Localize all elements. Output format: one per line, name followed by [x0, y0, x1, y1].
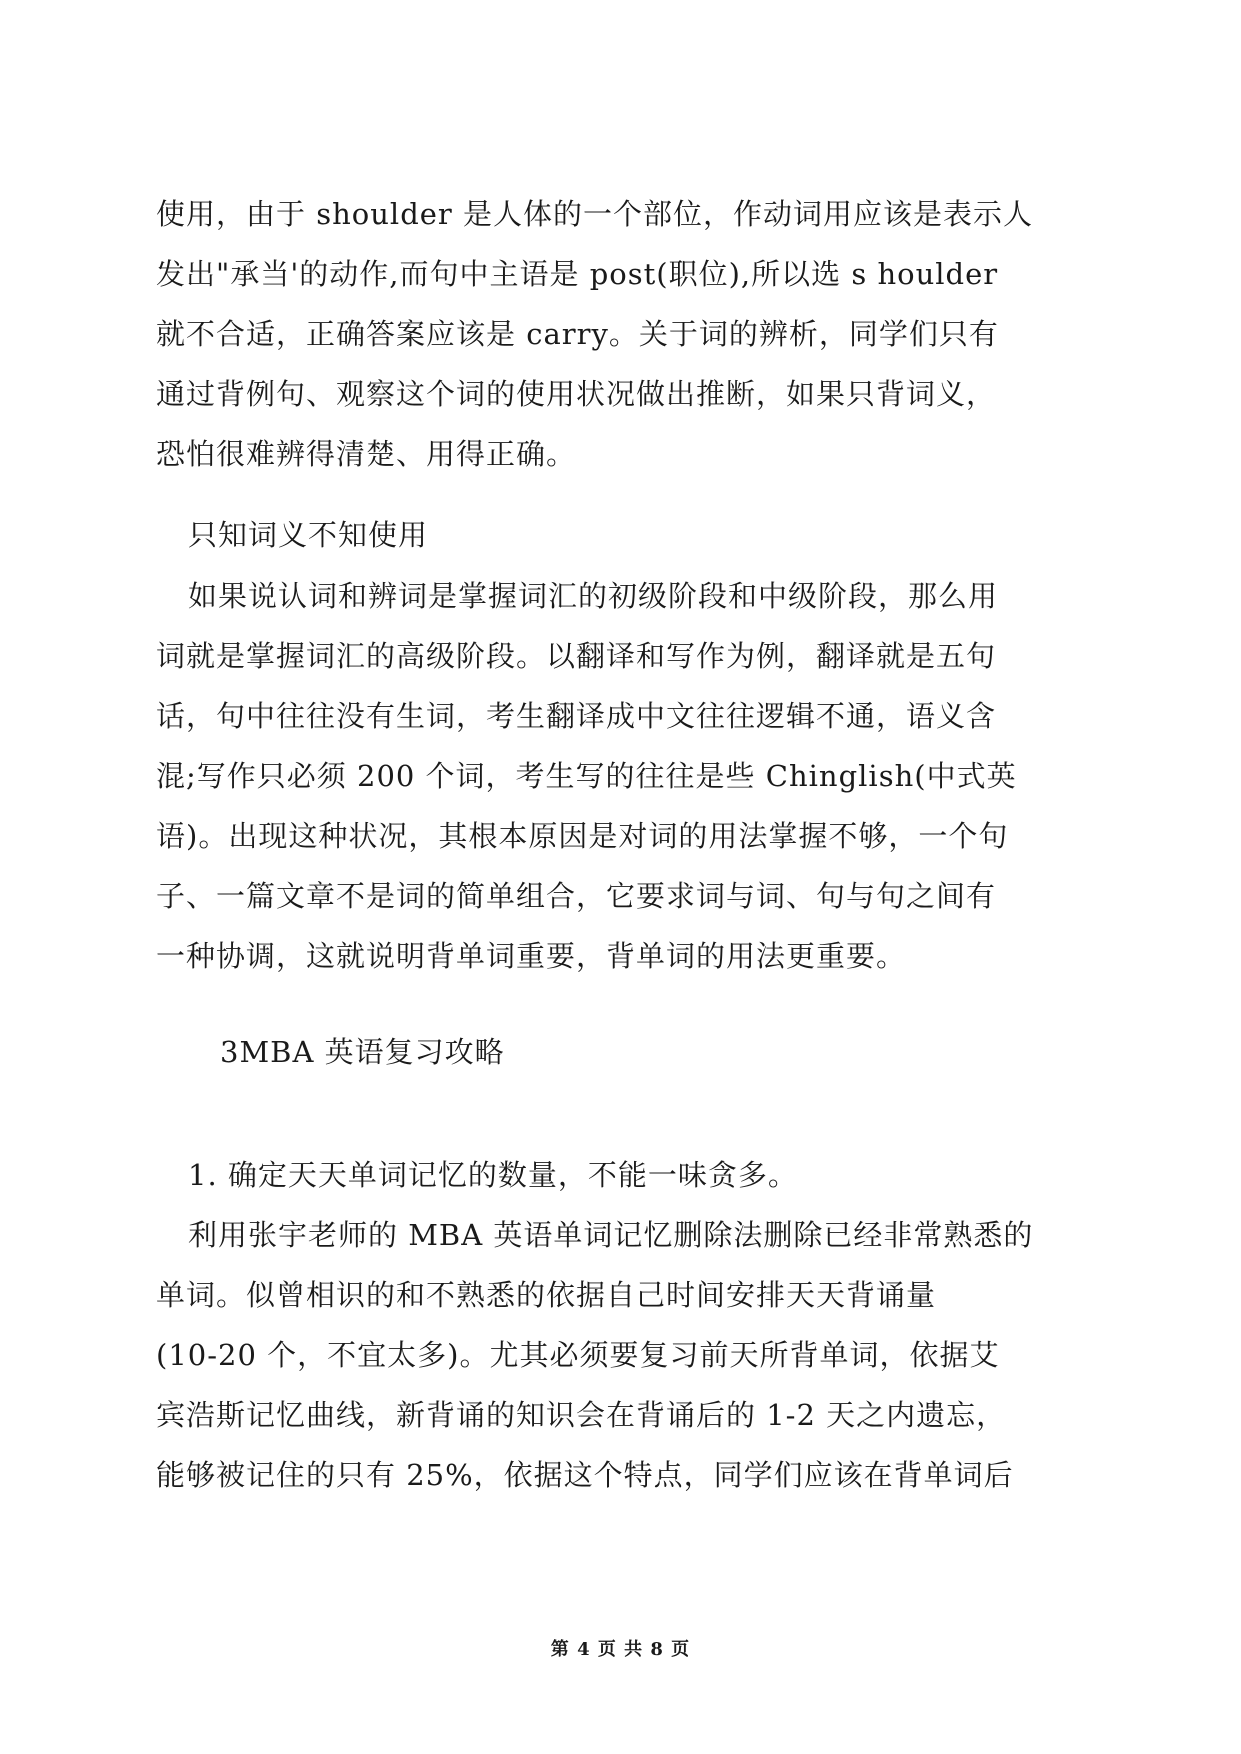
paragraph-1 [156, 184, 1086, 484]
paragraph-line: 单词。似曾相识的和不熟悉的依据自己时间安排天天背诵量 [156, 1278, 937, 1312]
paragraph-line: 子、一篇文章不是词的简单组合，它要求词与词、句与句之间有 [156, 879, 997, 913]
section-heading: 3MBA 英语复习攻略 [220, 1035, 505, 1069]
paragraph-line: 混;写作只必须 200 个词，考生写的往往是些 Chinglish(中式英 [156, 759, 1017, 793]
paragraph-line: 就不合适，正确答案应该是 carry。关于词的辨析，同学们只有 [156, 317, 999, 351]
paragraph-line: 词就是掌握词汇的高级阶段。以翻译和写作为例，翻译就是五句 [156, 639, 997, 673]
paragraph-line: 宾浩斯记忆曲线，新背诵的知识会在背诵后的 1-2 天之内遗忘， [156, 1398, 1007, 1432]
paragraph-line: 通过背例句、观察这个词的使用状况做出推断，如果只背词义， [156, 377, 997, 411]
section-heading: 只知词义不知使用 [188, 518, 429, 552]
paragraph-3 [156, 1205, 1086, 1505]
paragraph-line: 利用张宇老师的 MBA 英语单词记忆删除法删除已经非常熟悉的 [188, 1218, 1034, 1252]
paragraph-line: 使用，由于 shoulder 是人体的一个部位，作动词用应该是表示人 [156, 197, 1033, 231]
paragraph-line: 能够被记住的只有 25%，依据这个特点，同学们应该在背单词后 [156, 1458, 1014, 1492]
paragraph-2 [156, 566, 1086, 986]
paragraph-line: 如果说认词和辨词是掌握词汇的初级阶段和中级阶段，那么用 [188, 579, 999, 613]
paragraph-line: (10-20 个，不宜太多)。尤其必须要复习前天所背单词，依据艾 [156, 1338, 1000, 1372]
paragraph-line: 恐怕很难辨得清楚、用得正确。 [156, 437, 577, 471]
paragraph-line: 语)。出现这种状况，其根本原因是对词的用法掌握不够，一个句 [156, 819, 1009, 853]
paragraph-line: 发出"承当'的动作,而句中主语是 post(职位),所以选 s houlder [156, 257, 999, 291]
list-item: 1. 确定天天单词记忆的数量，不能一味贪多。 [188, 1158, 798, 1192]
page-footer: 第 4 页 共 8 页 [550, 1639, 691, 1660]
paragraph-line: 一种协调，这就说明背单词重要，背单词的用法更重要。 [156, 939, 907, 973]
paragraph-line: 话，句中往往没有生词，考生翻译成中文往往逻辑不通，语义含 [156, 699, 997, 733]
